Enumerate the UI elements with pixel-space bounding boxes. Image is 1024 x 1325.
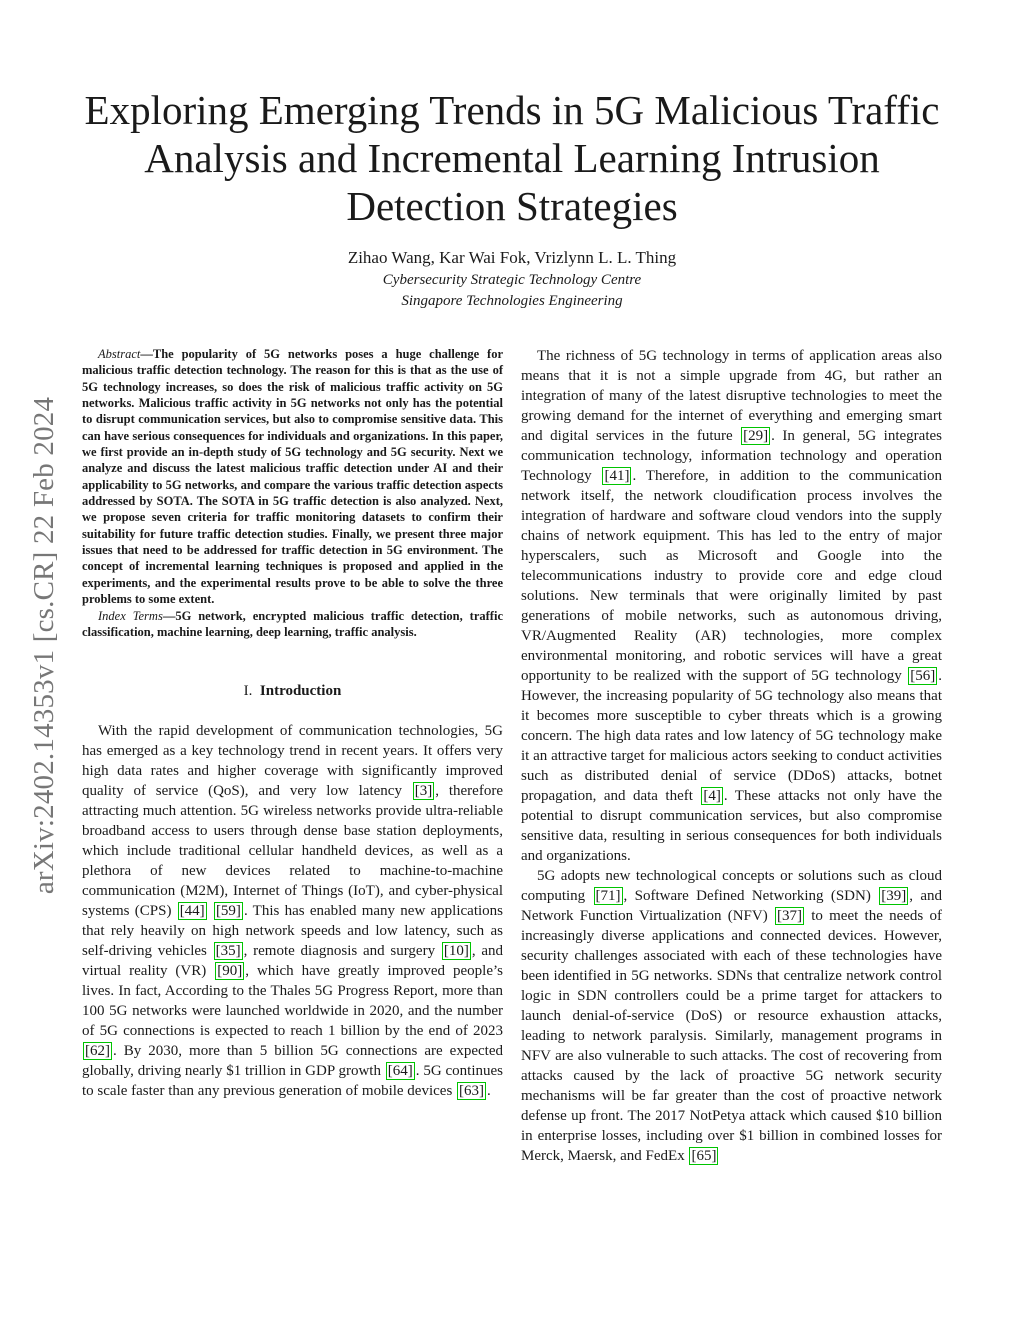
section-title: Introduction	[259, 683, 342, 700]
citation-link[interactable]: [65]	[691, 1148, 717, 1164]
citation-link[interactable]: [71]	[595, 888, 621, 904]
text-run: , and Network Function Virtualization (NFV)	[521, 888, 942, 924]
citation-link[interactable]: [63]	[459, 1083, 485, 1100]
left-column	[82, 346, 503, 1101]
text-run: , remote diagnosis and surgery	[243, 943, 441, 960]
abstract-label: Abstract	[98, 347, 141, 361]
affiliation-centre: Cybersecurity Strategic Technology Centre	[382, 272, 642, 288]
text-run: With the rapid development of communication technologies, 5G has emerged as a key technology trend in recent years. It offers very high data rates and higher coverage with significantly improved quality of service (QoS), and very low latency	[82, 723, 503, 800]
arxiv-identifier	[20, 348, 70, 943]
text-run: . However, the increasing popularity of 5G technology also means that it becomes more susceptible to cyber threats which is a growing concern. The high data rates and low latency of 5G technology make it an attractive target for malicious actors seeking to conduct activities such as distributed denial of service (DDoS) attacks, botnet propagation, and data theft	[521, 668, 942, 804]
paper-title: Exploring Emerging Trends in 5G Malicious Traffic Analysis and Incremental Learning Intrusion Detection Strategies	[84, 87, 940, 229]
citation-link[interactable]: [39]	[881, 888, 907, 904]
author-list: Zihao Wang, Kar Wai Fok, Vrizlynn L. L. Thing	[347, 248, 677, 267]
citation-link[interactable]: [44]	[179, 903, 205, 920]
abstract-text: The popularity of 5G networks poses a huge challenge for malicious traffic detection technology. The reason for this is that as the use of 5G technology increases, so does the risk of malicious traffic activity on 5G networks. Malicious traffic activity in 5G networks not only has the potential to disrupt communication services, but also to compromise sensitive data. This can have serious consequences for individuals and organizations. In this paper, we first provide an in-depth study of 5G technology and 5G security. Next we analyze and discuss the latest malicious traffic detection under AI and their applicability to 5G networks, and compare the various traffic detection aspects addressed by SOTA. The SOTA in 5G traffic detection is also analyzed. Next, we propose seven criteria for traffic monitoring datasets to confirm their suitability for future traffic detection studies. Finally, we present three major issues that need to be addressed for traffic detection in 5G environment. The concept of incremental learning techniques is proposed and applied in the experiments, and the experimental results prove to be able to solve the three problems to some extent.	[82, 347, 503, 607]
citation-link[interactable]: [10]	[443, 943, 469, 960]
intro-paragraph-1	[82, 721, 503, 1101]
intro-paragraph-2	[521, 346, 942, 866]
arxiv-identifier-text: arXiv:2402.14353v1 [cs.CR] 22 Feb 2024	[28, 396, 61, 895]
citation-link[interactable]: [37]	[776, 908, 802, 924]
text-run: . By 2030, more than 5 billion 5G connections are expected globally, driving nearly $1 trillion in GDP growth	[82, 1043, 503, 1080]
citation-link[interactable]: [35]	[215, 943, 241, 960]
index-terms-label: Index Terms	[98, 608, 163, 623]
text-run	[208, 903, 213, 919]
text-run: 5G adopts new technological concepts or solutions such as cloud computing	[521, 868, 942, 904]
section-number: I.	[243, 683, 253, 700]
index-terms-text: 5G network, encrypted malicious traffic detection, traffic classification, machine learning, deep learning, traffic analysis.	[82, 608, 503, 639]
citation-link[interactable]: [29]	[743, 428, 769, 444]
affiliation-organization: Singapore Technologies Engineering	[401, 293, 623, 309]
index-terms: Index Terms—5G network, encrypted malicious traffic detection, traffic classification, machine learning, deep learning, traffic analysis.	[82, 608, 503, 639]
citation-link[interactable]: [62]	[85, 1043, 110, 1060]
citation-link[interactable]: [59]	[215, 903, 241, 920]
text-run: . 5G continues to scale faster than any previous generation of mobile devices	[82, 1063, 503, 1100]
citation-link[interactable]: [3]	[414, 783, 433, 800]
intro-paragraph-3	[521, 866, 942, 1166]
text-run: to meet the needs of increasingly diverse applications and connected devices. However, security challenges associated with each of these technologies have been identified in 5G networks. SDNs that centralize network control logic in SDN controllers could be a prime target for attackers to launch denial-of-service (DoS) or resource exhaustion attacks, leading to network paralysis. Similarly, management programs in NFV are also vulnerable to such attacks. The cost of recovering from attacks caused by the lack of proactive 5G network security mechanisms will be far greater than the cost of proactive network defense up front. The 2017 NotPetya attack which caused $10 billion in enterprise losses, including over $1 billion in combined losses for Merck, Maersk, and FedEx	[521, 908, 942, 1164]
text-run: . These attacks not only have the potential to disrupt communication services, but also compromise sensitive data, resulting in serious consequences for both individuals and organizations.	[521, 788, 942, 864]
citation-link[interactable]: [90]	[217, 963, 243, 980]
right-column	[521, 346, 942, 1166]
section-heading-introduction	[82, 681, 503, 701]
abstract: Abstract—The popularity of 5G networks poses a huge challenge for malicious traffic detection technology. The reason for this is that as the use of 5G technology increases, so does the risk of malicious traffic activity on 5G networks. Malicious traffic activity in 5G networks not only has the potential to disrupt communication services, but also to compromise sensitive data. This can have serious consequences for individuals and organizations. In this paper, we first provide an in-depth study of 5G technology and 5G security. Next we analyze and discuss the latest malicious traffic detection under AI and their applicability to 5G networks, and compare the various traffic detection aspects addressed by SOTA. The SOTA in 5G traffic detection is also analyzed. Next, we propose seven criteria for traffic monitoring datasets to confirm their suitability for future traffic detection studies. Finally, we present three major issues that need to be addressed for traffic detection in 5G environment. The concept of incremental learning techniques is proposed and applied in the experiments, and the experimental results prove to be able to solve the three problems to some extent.	[82, 347, 503, 607]
text-run: The richness of 5G technology in terms of application areas also means that it is not a simple upgrade from 4G, but rather an integration of many of the latest disruptive technologies to meet the growing demand for the internet of everything and emerging smart and digital services in the future	[521, 348, 942, 444]
text-run: , and virtual reality (VR)	[82, 943, 503, 980]
citation-link[interactable]: [41]	[604, 468, 630, 484]
text-run: . Therefore, in addition to the communication network itself, the network cloudification process involves the integration of hardware and software cloud vendors into the supply chains of network equipment. This has led to the entry of major hyperscalers, such as Microsoft and Google into the telecommunications industry to provide core and edge cloud solutions. New terminals that were originally limited by past generations of mobile networks, such as autonomous driving, VR/Augmented Reality (AR) technologies, more complex environmental monitoring, and robotic services will have a great opportunity to be realized with the support of 5G technology	[521, 468, 942, 684]
text-run: . This has enabled many new applications that rely heavily on high network speeds and low latency, such as self-driving vehicles	[82, 903, 504, 960]
text-run: . In general, 5G integrates communication technology, information technology and operation Technology	[521, 428, 942, 484]
text-run: .	[487, 1083, 491, 1100]
citation-link[interactable]: [4]	[703, 788, 721, 804]
text-run: , therefore attracting much attention. 5G wireless networks provide ultra-reliable broadband access to users through dense base station deployments, which include traditional cellular handheld devices, as well as a plethora of new devices related to machine-to-machine communication (M2M), Internet of Things (IoT), and cyber-physical systems (CPS)	[82, 783, 503, 920]
citation-link[interactable]: [64]	[387, 1063, 413, 1080]
text-run: , Software Defined Networking (SDN)	[623, 888, 879, 904]
citation-link[interactable]: [56]	[910, 668, 936, 684]
text-run: , which have greatly improved people’s lives. In fact, According to the Thales 5G Progress Report, more than 100 5G networks were launched worldwide in 2020, and the number of 5G connections is expected to reach 1 billion by the end of 2023	[82, 963, 503, 1040]
